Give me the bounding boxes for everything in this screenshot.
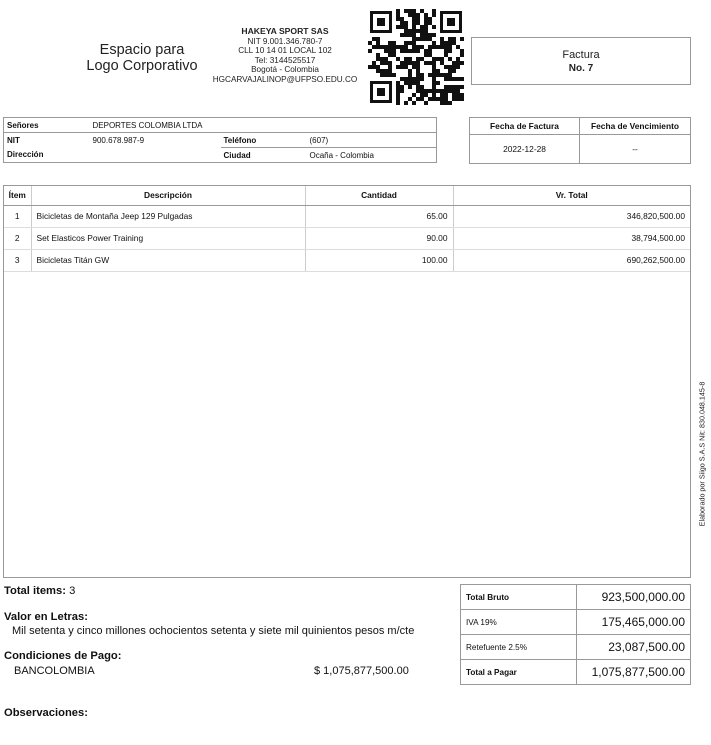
fecha-factura-value: 2022-12-28 [503,144,546,154]
totals-row [461,635,691,660]
direccion-value [90,148,221,163]
ciudad-value: Ocaña - Colombia [309,150,374,160]
row-total: 690,262,500.00 [453,249,690,271]
invoice-box [471,37,691,85]
company-city: Bogotá - Colombia [251,65,319,75]
total-bruto-value: 923,500,000.00 [577,585,691,610]
company-email: HGCARVAJALINOP@UFPSO.EDU.CO [212,74,358,84]
fecha-vencimiento-label: Fecha de Vencimiento [580,118,691,135]
company-nit: NIT 9.001.346.780-7 [247,36,323,46]
iva-value: 175,465,000.00 [577,610,691,635]
retefuente-value: 23,087,500.00 [577,635,691,660]
fecha-factura-label: Fecha de Factura [470,118,580,135]
invoice-number: No. 7 [568,63,594,74]
col-cantidad: Cantidad [305,186,453,205]
row-descripcion: Set Elasticos Power Training [31,227,305,249]
logo-placeholder [62,42,222,74]
logo-line-2: Logo Corporativo [86,58,198,74]
total-bruto-label: Total Bruto [461,585,577,610]
table-row [4,227,690,249]
nit-label: NIT [7,135,20,145]
retefuente-label: Retefuente 2.5% [461,635,577,660]
iva-label: IVA 19% [461,610,577,635]
senores-value: DEPORTES COLOMBIA LTDA [90,118,437,133]
side-credit-text: Elaborado por Siigo S.A.S Nit: 830.048.145-8 [697,381,707,527]
col-total: Vr. Total [453,186,690,205]
company-phone: Tel: 3144525517 [254,55,316,65]
company-address: CLL 10 14 01 LOCAL 102 [238,46,332,56]
nit-value: 900.678.987-9 [92,135,145,145]
totals-table [460,584,691,685]
row-item: 3 [4,249,31,271]
total-items [4,585,75,597]
qr-code-icon [368,9,464,105]
logo-line-1: Espacio para [99,42,185,58]
total-items-label: Total items: [4,585,66,597]
ciudad-label: Ciudad [223,150,251,160]
fecha-vencimiento-value: -- [580,135,691,164]
valor-letras-value: Mil setenta y cinco millones ochocientos setenta y siete mil quinientos pesos m/cte [12,625,415,637]
col-item: Ítem [4,186,31,205]
row-total: 346,820,500.00 [453,205,690,227]
items-panel [3,185,691,578]
totals-row [461,660,691,685]
col-descripcion: Descripción [31,186,305,205]
valor-letras-label: Valor en Letras: [4,611,88,623]
telefono-value: (607) [307,133,437,148]
totals-row [461,610,691,635]
company-name: HAKEYA SPORT SAS [241,26,329,36]
client-info-table [3,117,437,163]
row-descripcion: Bicicletas Titán GW [31,249,305,271]
total-pagar-value: 1,075,877,500.00 [577,660,691,685]
telefono-label: Teléfono [221,133,307,148]
observaciones-label: Observaciones: [4,707,88,719]
condiciones-pago-label: Condiciones de Pago: [4,650,122,662]
total-pagar-label: Total a Pagar [466,667,517,677]
row-cantidad: 100.00 [305,249,453,271]
items-table [4,186,690,272]
row-item: 2 [4,227,31,249]
senores-label: Señores [4,118,90,133]
table-row [4,205,690,227]
payment-amount: $ 1,075,877,500.00 [314,665,409,677]
row-cantidad: 90.00 [305,227,453,249]
bank-name: BANCOLOMBIA [14,665,95,677]
row-item: 1 [4,205,31,227]
dates-table [469,117,691,164]
company-info [205,27,365,85]
invoice-label: Factura [562,49,600,61]
row-total: 38,794,500.00 [453,227,690,249]
row-descripcion: Bicicletas de Montaña Jeep 129 Pulgadas [31,205,305,227]
total-items-value: 3 [69,585,76,597]
table-row [4,249,690,271]
side-credit [695,374,709,534]
direccion-label: Dirección [7,150,44,160]
row-cantidad: 65.00 [305,205,453,227]
totals-row [461,585,691,610]
